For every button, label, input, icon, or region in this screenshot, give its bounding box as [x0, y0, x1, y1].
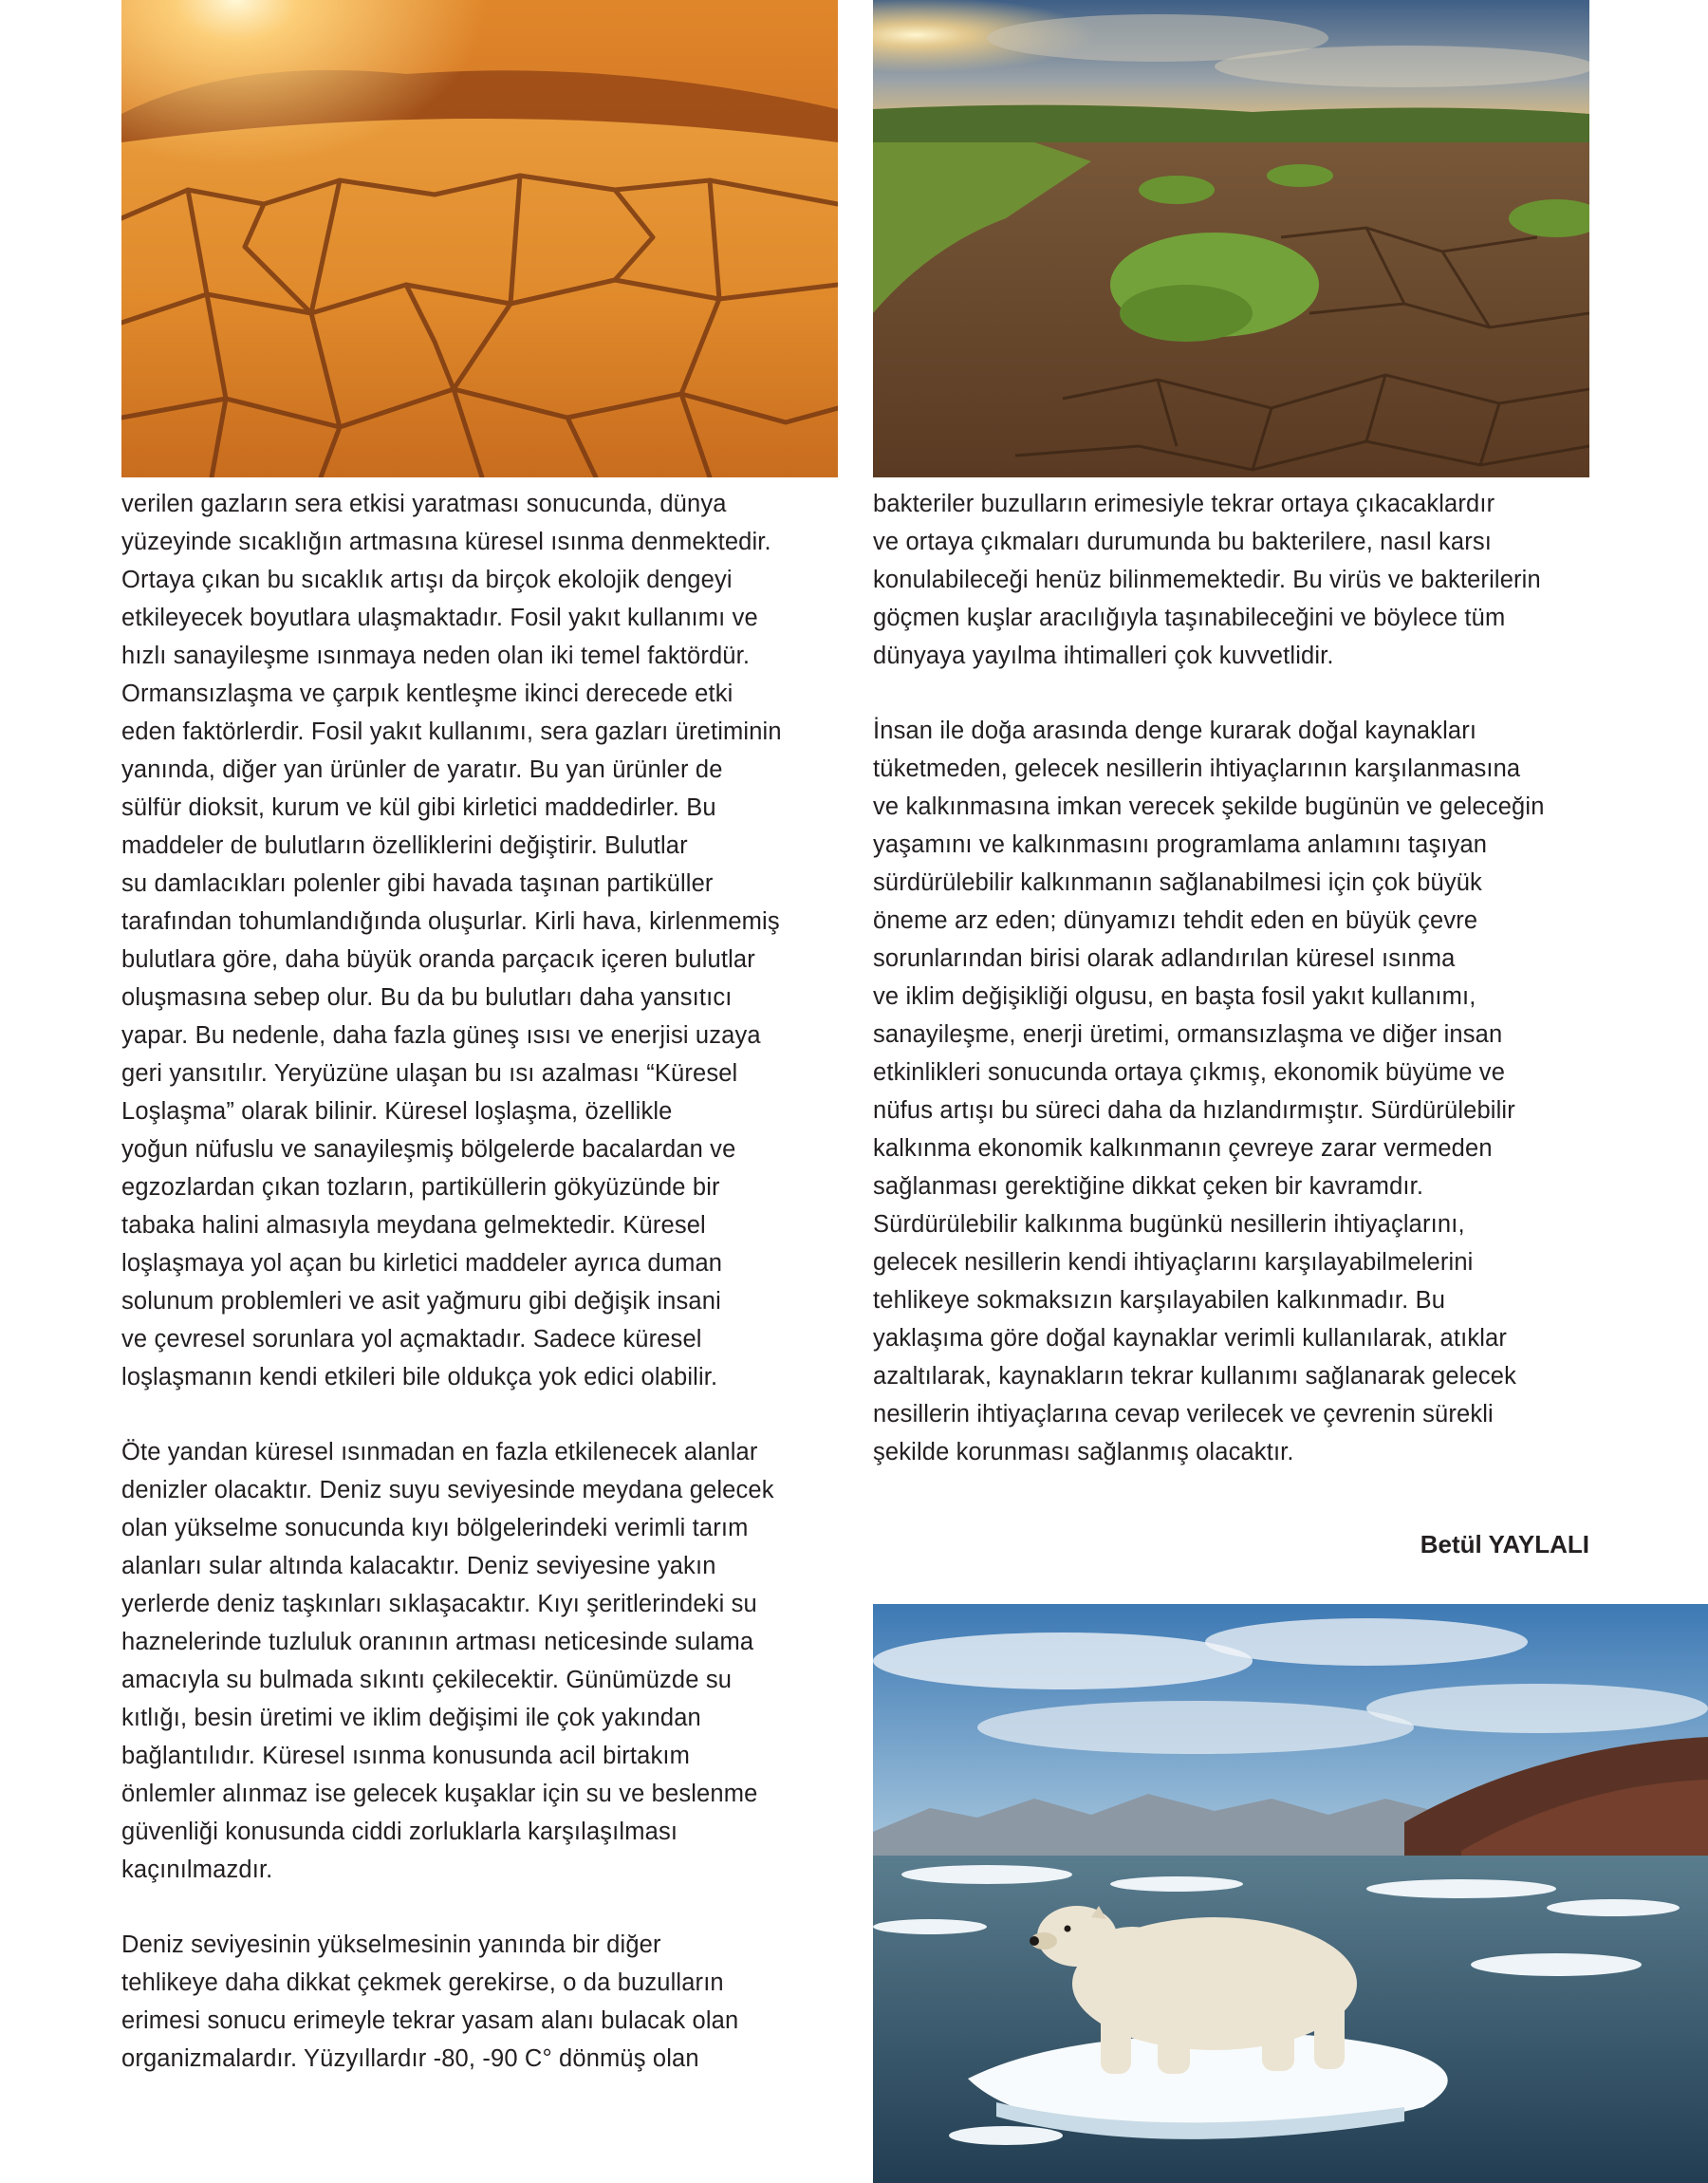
right-column	[873, 485, 1613, 1471]
author-name: Betül YAYLALI	[1420, 1530, 1589, 1558]
left-column	[121, 485, 852, 2078]
left-paragraph: Öte yandan küresel ısınmadan en fazla etkilenecek alanlar denizler olacaktır. Deniz suyu seviyesinde meydana gelecek olan yükselme sonucunda kıyı bölgelerindeki verimli tarım alanları sular altında kalacaktır. Deniz seviyesine yakın yerlerde deniz taşkınları sıklaşacaktır. Kıyı şeritlerindeki su haznelerinde tuzluluk oranının artması neticesinde sulama amacıyla su bulmada sıkıntı çekilecektir. Günümüzde su kıtlığı, besin üretimi ve iklim değişimi ile çok yakından bağlantılıdır. Küresel ısınma konusunda acil birtakım önlemler alınmaz ise gelecek kuşaklar için su ve beslenme güvenliği konusunda ciddi zorluklarla karşılaşılması kaçınılmazdır.	[121, 1439, 774, 1883]
cracked-desert-photo	[121, 0, 838, 477]
left-paragraph: verilen gazların sera etkisi yaratması sonucunda, dünya yüzeyinde sıcaklığın artmasına küresel ısınma denmektedir. Ortaya çıkan bu sıcaklık artışı da birçok ekolojik dengeyi etkileyecek boyutlara ulaşmaktadır. Fosil yakıt kullanımı ve hızlı sanayileşme ısınmaya neden olan iki temel faktördür. Ormansızlaşma ve çarpık kentleşme ikinci derecede etki eden faktörlerdir. Fosil yakıt kullanımı, sera gazları üretiminin yanında, diğer yan ürünler de yaratır. Bu yan ürünler de sülfür dioksit, kurum ve kül gibi kirletici maddedirler. Bu maddeler de bulutların özelliklerini değiştirir. Bulutlar su damlacıkları polenler gibi havada taşınan partiküller tarafından tohumlandığında oluşurlar. Kirli hava, kirlenmemiş bulutlara göre, daha büyük oranda parçacık içeren bulutlar oluşmasına sebep olur. Bu da bu bulutları daha yansıtıcı yapar. Bu nedenle, daha fazla güneş ısısı ve enerjisi uzaya geri yansıtılır. Yeryüzüne ulaşan bu ısı azalması “Küresel Loşlaşma” olarak bilinir. Küresel loşlaşma, özellikle yoğun nüfuslu ve sanayileşmiş bölgelerde bacalardan ve egzozlardan çıkan tozların, partiküllerin gökyüzünde bir tabaka halini almasıyla meydana gelmektedir. Küresel loşlaşmaya yol açan bu kirletici maddeler ayrıca duman solunum problemleri ve asit yağmuru gibi değişik insani ve çevresel sorunlara yol açmaktadır. Sadece küresel loşlaşmanın kendi etkileri bile oldukça yok edici olabilir.	[121, 491, 782, 1390]
right-paragraph: İnsan ile doğa arasında denge kurarak doğal kaynakları tüketmeden, gelecek nesillerin ihtiyaçlarının karşılanmasına ve kalkınmasına imkan verecek şekilde bugünün ve geleceğin yaşamını ve kalkınmasını programlama anlamını taşıyan sürdürülebilir kalkınmanın sağlanabilmesi için çok büyük öneme arz eden; dünyamızı tehdit eden en büyük çevre sorunlarından birisi olarak adlandırılan küresel ısınma ve iklim değişikliği olgusu, en başta fosil yakıt kullanımı, sanayileşme, enerji üretimi, ormansızlaşma ve diğer insan etkinlikleri sonucunda ortaya çıkmış, ekonomik büyüme ve nüfus artışı bu süreci daha da hızlandırmıştır. Sürdürülebilir kalkınma ekonomik kalkınmanın çevreye zarar vermeden sağlanması gerektiğine dikkat çeken bir kavramdır. Sürdürülebilir kalkınma bugünkü nesillerin ihtiyaçlarını, gelecek nesillerin kendi ihtiyaçlarını karşılayabilmelerini tehlikeye sokmaksızın karşılayabilen kalkınmadır. Bu yaklaşıma göre doğal kaynaklar verimli kullanılarak, atıklar azaltılarak, kaynakların tekrar kullanımı sağlanarak gelecek nesillerin ihtiyaçlarına cevap verilecek ve çevrenin sürekli şekilde korunması sağlanmış olacaktır.	[873, 718, 1545, 1465]
left-paragraph: Deniz seviyesinin yükselmesinin yanında bir diğer tehlikeye daha dikkat çekmek gerekirse, o da buzulların erimesi sonucu erimeyle tekrar yasam alanı bulacak olan organizmalardır. Yüzyıllardır -80, -90 C° dönmüş olan	[121, 1931, 739, 2072]
right-paragraph: bakteriler buzulların erimesiyle tekrar ortaya çıkacaklardır ve ortaya çıkmaları durumunda bu bakterilere, nasıl karsı konulabileceği henüz bilinmemektedir. Bu virüs ve bakterilerin göçmen kuşlar aracılığıyla taşınabileceğini ve böylece tüm dünyaya yayılma ihtimalleri çok kuvvetlidir.	[873, 491, 1541, 669]
dry-riverbed-grass-photo	[873, 0, 1589, 477]
polar-bear-on-ice-photo	[873, 1604, 1708, 2183]
